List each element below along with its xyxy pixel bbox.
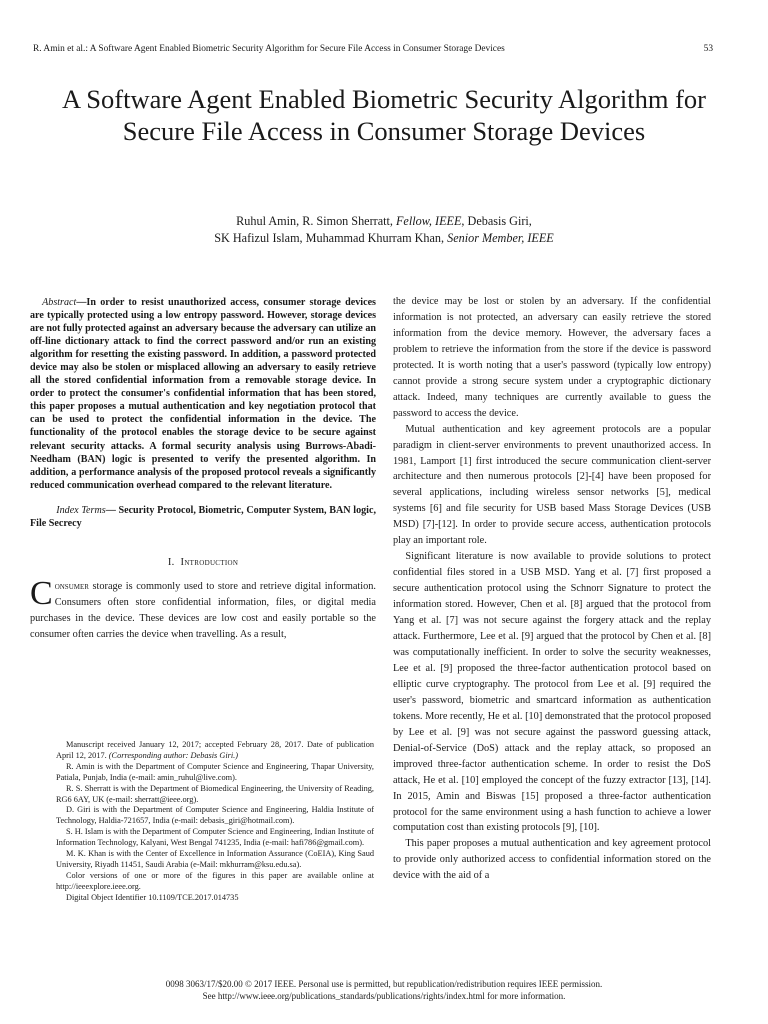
index-terms [30,504,376,530]
footnote-sherratt: R. S. Sherratt is with the Department of Biomedical Engineering, the University of Reading, RG6 6AY, UK (e-mail: sherratt@ieee.org). [56,783,374,804]
body-paragraph-1: the device may be lost or stolen by an adversary. If the confidential information is not protected, an adversary can easily retrieve the stored information from the device memory. However, the adversary faces a problem to retrieve the information from the store if the device is password protected. It is worth noting that a user's password (typically low entropy) cannot provide a strong secure system under a cryptographic dictionary attack. Indeed, many techniques are currently available to guess the password to access the device. [393,296,711,419]
author-names-1: Ruhul Amin, R. Simon Sherratt, [236,214,396,228]
index-terms-label: Index Terms [56,504,106,516]
abstract-label: Abstract [42,297,77,308]
author-names-2: SK Hafizul Islam, Muhammad Khurram Khan, [214,231,448,245]
page-number: 53 [703,44,713,54]
author-line-1 [60,213,708,230]
abstract-text: —In order to resist unauthorized access, consumer storage devices are typically protected using a low entropy password. However, storage devices are not fully protected against an adversary because the adversary can utilize an off-line dictionary attack to find the correct password and/or run an existing algorithm for resetting the existing password. In addition, a password protected device may also be stolen or misplaced allowing an adversary to easily retrieve all the stored confidential information from a removable storage device. In order to protect the consumer's confidential information that has been stored, this paper proposes a mutual authentication and key negotiation protocol that can be used to protect the confidential information in the device. The functionality of the protocol enables the storage device to be secure against relevant security attacks. A formal security analysis using Burrows-Abadi-Needham (BAN) logic is presented to verify the presented algorithm. In addition, a performance analysis of the proposed protocol reveals a significantly reduced communication overhead compared to the relevant literature. [30,297,376,491]
author-role-senior: Senior Member, IEEE [447,231,554,245]
footnote-giri: D. Giri is with the Department of Computer Science and Engineering, Haldia Institute of Technology, Haldia-721657, India (e-mail: debasis_giri@hotmail.com). [56,805,374,826]
body-paragraph-2: Mutual authentication and key agreement protocols are a popular paradigm in client-server environments to prevent unauthorized access. In 1981, Lamport [1] first introduced the secure communication client-server architecture and then numerous protocols [2]-[4] have been proposed for several applications, including wireless sensor networks [5], medical systems [6] and file security for USB based Mass Storage Devices (USB MSD) [7]-[12]. In order to provide secure access, authentication protocols play an important role. [393,423,711,547]
footnote-islam: S. H. Islam is with the Department of Computer Science and Engineering, Indian Institute of Information Technology, Kalyani, West Bengal 741235, India (e-mail: hafi786@gmail.com). [56,827,374,848]
intro-text: storage is commonly used to store and retrieve digital information. Consumers often store confidential information, files, or digital media purchases in the device. These devices are low cost and easily portable so the consumer often carries the device when travelling. As a result, [30,580,376,640]
body-paragraph-4: This paper proposes a mutual authentication and key agreement protocol to provide only authorized access to confidential information stored on the device with the aid of a [393,838,711,882]
body-paragraph-3: Significant literature is now available to provide solutions to protect confidential files stored in a USB MSD. Yang et al. [7] first proposed a secure authentication protocol using the Schnorr Signature to protect the information stored. However, Chen et al. [8] argued that the protocol from Yang et al. [7] was not secure against the forgery attack and the replay attack. Furthermore, Lee et al. [9] argued that the protocol by Chen et al. [8] was computationally inefficient. In order to solve the security weaknesses, Lee et al. [9] proposed the three-factor authentication protocol based on elliptic curve cryptography. The protocol from Lee et al. [9] required the user's password, biometric and smartcard information as authentication tokens. More recently, He et al. [10] demonstrated that the protocol proposed by Lee et al. [9] was not secure against the password guessing attack, Denial-of-Service (DoS) attack and the replay attack, so proposed an improved three-factor authentication scheme. In order to resist the DoS attack, He et al. [10] employed the concept of the fuzzy extractor [13], [14]. In 2015, Amin and Biswas [15] proposed a three-factor authentication protocol for the same environment using a hash function to achieve a lower computation cost than existing protocols [9], [10]. [393,551,711,834]
paper-title: A Software Agent Enabled Biometric Security Algorithm for Secure File Access in Consumer Storage Devices [62,84,706,146]
copyright-line-1: 0098 3063/17/$20.00 © 2017 IEEE. Personal use is permitted, but republication/redistribution requires IEEE permission. [165,979,603,989]
footnote-corresponding: (Corresponding author: Debasis Giri.) [108,750,238,760]
left-column [30,296,376,642]
footnote-received [56,740,374,762]
footnote-doi: Digital Object Identifier 10.1109/TCE.2017.014735 [65,892,239,902]
copyright-notice [60,978,708,1002]
author-names-1b: , Debasis Giri, [461,214,532,228]
section-title: Introduction [180,556,239,568]
section-heading-introduction [30,556,376,569]
footnote-received-text: Manuscript received January 12, 2017; accepted February 28, 2017. Date of publication April 12, 2017. [56,740,374,760]
intro-lead-word: onsumer [54,580,89,592]
author-line-2 [60,230,708,247]
section-number: I. [167,556,175,568]
author-role-fellow: Fellow, IEEE [395,214,462,228]
footnote-amin: R. Amin is with the Department of Computer Science and Engineering, Thapar University, Patiala, Punjab, India (e-mail: amin_ruhul@live.com). [56,761,374,782]
footnotes [56,740,374,904]
abstract [30,296,376,492]
index-terms-text: — Security Protocol, Biometric, Computer System, BAN logic, File Secrecy [30,504,376,529]
copyright-line-2: See http://www.ieee.org/publications_standards/publications/rights/index.html for more information. [202,991,566,1001]
right-column [393,294,711,884]
running-header [33,44,713,54]
drop-cap: C [30,574,53,612]
footnote-color: Color versions of one or more of the figures in this paper are available online at http://ieeexplore.ieee.org. [56,870,374,891]
author-list [60,213,708,247]
running-header-text: R. Amin et al.: A Software Agent Enabled Biometric Security Algorithm for Secure File Access in Consumer Storage Devices [33,44,505,54]
footnote-khan: M. K. Khan is with the Center of Excellence in Information Assurance (CoEIA), King Saud University, Riyadh 11451, Saudi Arabia (e-Mail: mkhurram@ksu.edu.sa). [56,849,374,869]
intro-paragraph [30,574,376,643]
